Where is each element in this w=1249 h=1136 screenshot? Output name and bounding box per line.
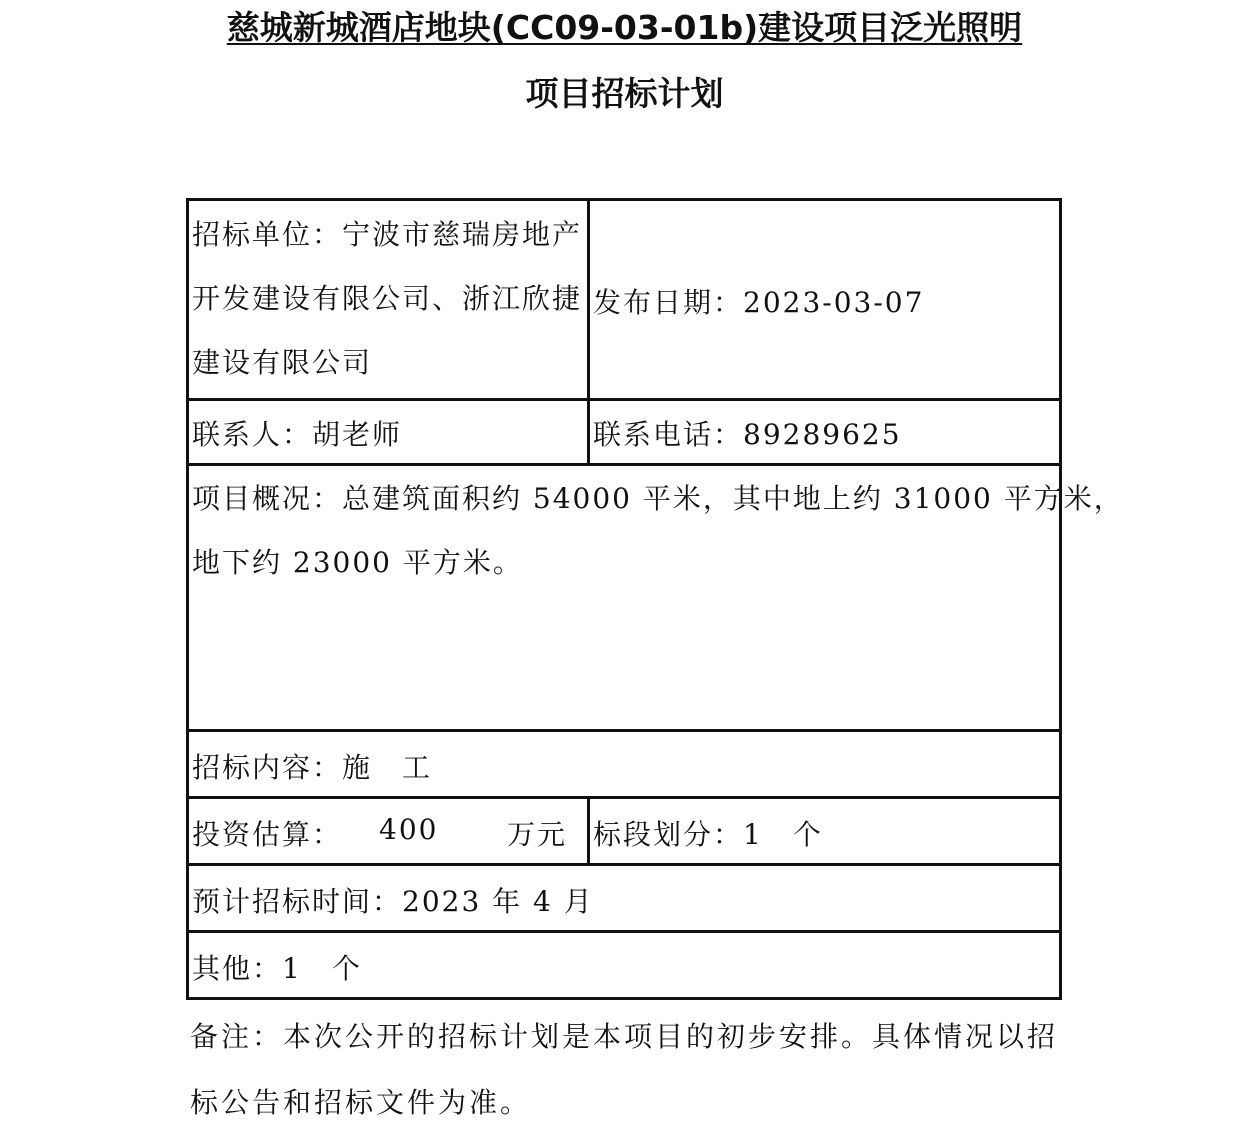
document-title-text: 慈城新城酒店地块(CC09-03-01b)建设项目泛光照明 xyxy=(226,8,1023,47)
remarks-line: 备注：本次公开的招标计划是本项目的初步安排。具体情况以招 xyxy=(190,1020,1059,1053)
project-overview xyxy=(192,467,1124,595)
bidder-cell xyxy=(192,203,582,395)
investment-unit: 万元 xyxy=(507,818,568,851)
other-info: 其他：1 个 xyxy=(192,952,362,985)
document-title xyxy=(0,4,1249,52)
expected-bid-time: 预计招标时间：2023 年 4 月 xyxy=(192,885,594,918)
row-divider xyxy=(189,463,1059,466)
row-divider xyxy=(189,930,1059,933)
bid-content: 招标内容：施 工 xyxy=(192,751,433,784)
tender-plan-table xyxy=(186,198,1124,1000)
bidder-line: 开发建设有限公司、浙江欣捷 xyxy=(192,282,583,315)
investment-value: 400 xyxy=(379,813,439,846)
overview-line: 地下约 23000 平方米。 xyxy=(192,546,523,579)
remarks xyxy=(190,1004,1070,1136)
column-divider xyxy=(587,201,590,463)
row-divider xyxy=(189,796,1059,799)
document-subtitle: 项目招标计划 xyxy=(525,74,724,113)
column-divider xyxy=(587,796,590,863)
overview-line: 项目概况：总建筑面积约 54000 平米，其中地上约 31000 平方米， xyxy=(192,482,1124,515)
row-divider xyxy=(189,729,1059,732)
remarks-line: 标公告和招标文件为准。 xyxy=(190,1086,532,1119)
contact-phone: 联系电话：89289625 xyxy=(593,418,902,451)
bid-sections: 标段划分：1 个 xyxy=(593,818,823,851)
row-divider xyxy=(189,863,1059,866)
contact-person: 联系人：胡老师 xyxy=(192,418,403,451)
bidder-line: 建设有限公司 xyxy=(192,346,373,379)
row-divider xyxy=(189,398,1059,401)
publish-date: 发布日期：2023-03-07 xyxy=(593,286,925,319)
bidder-line: 招标单位：宁波市慈瑞房地产 xyxy=(192,218,583,251)
investment-label: 投资估算： xyxy=(192,818,343,851)
